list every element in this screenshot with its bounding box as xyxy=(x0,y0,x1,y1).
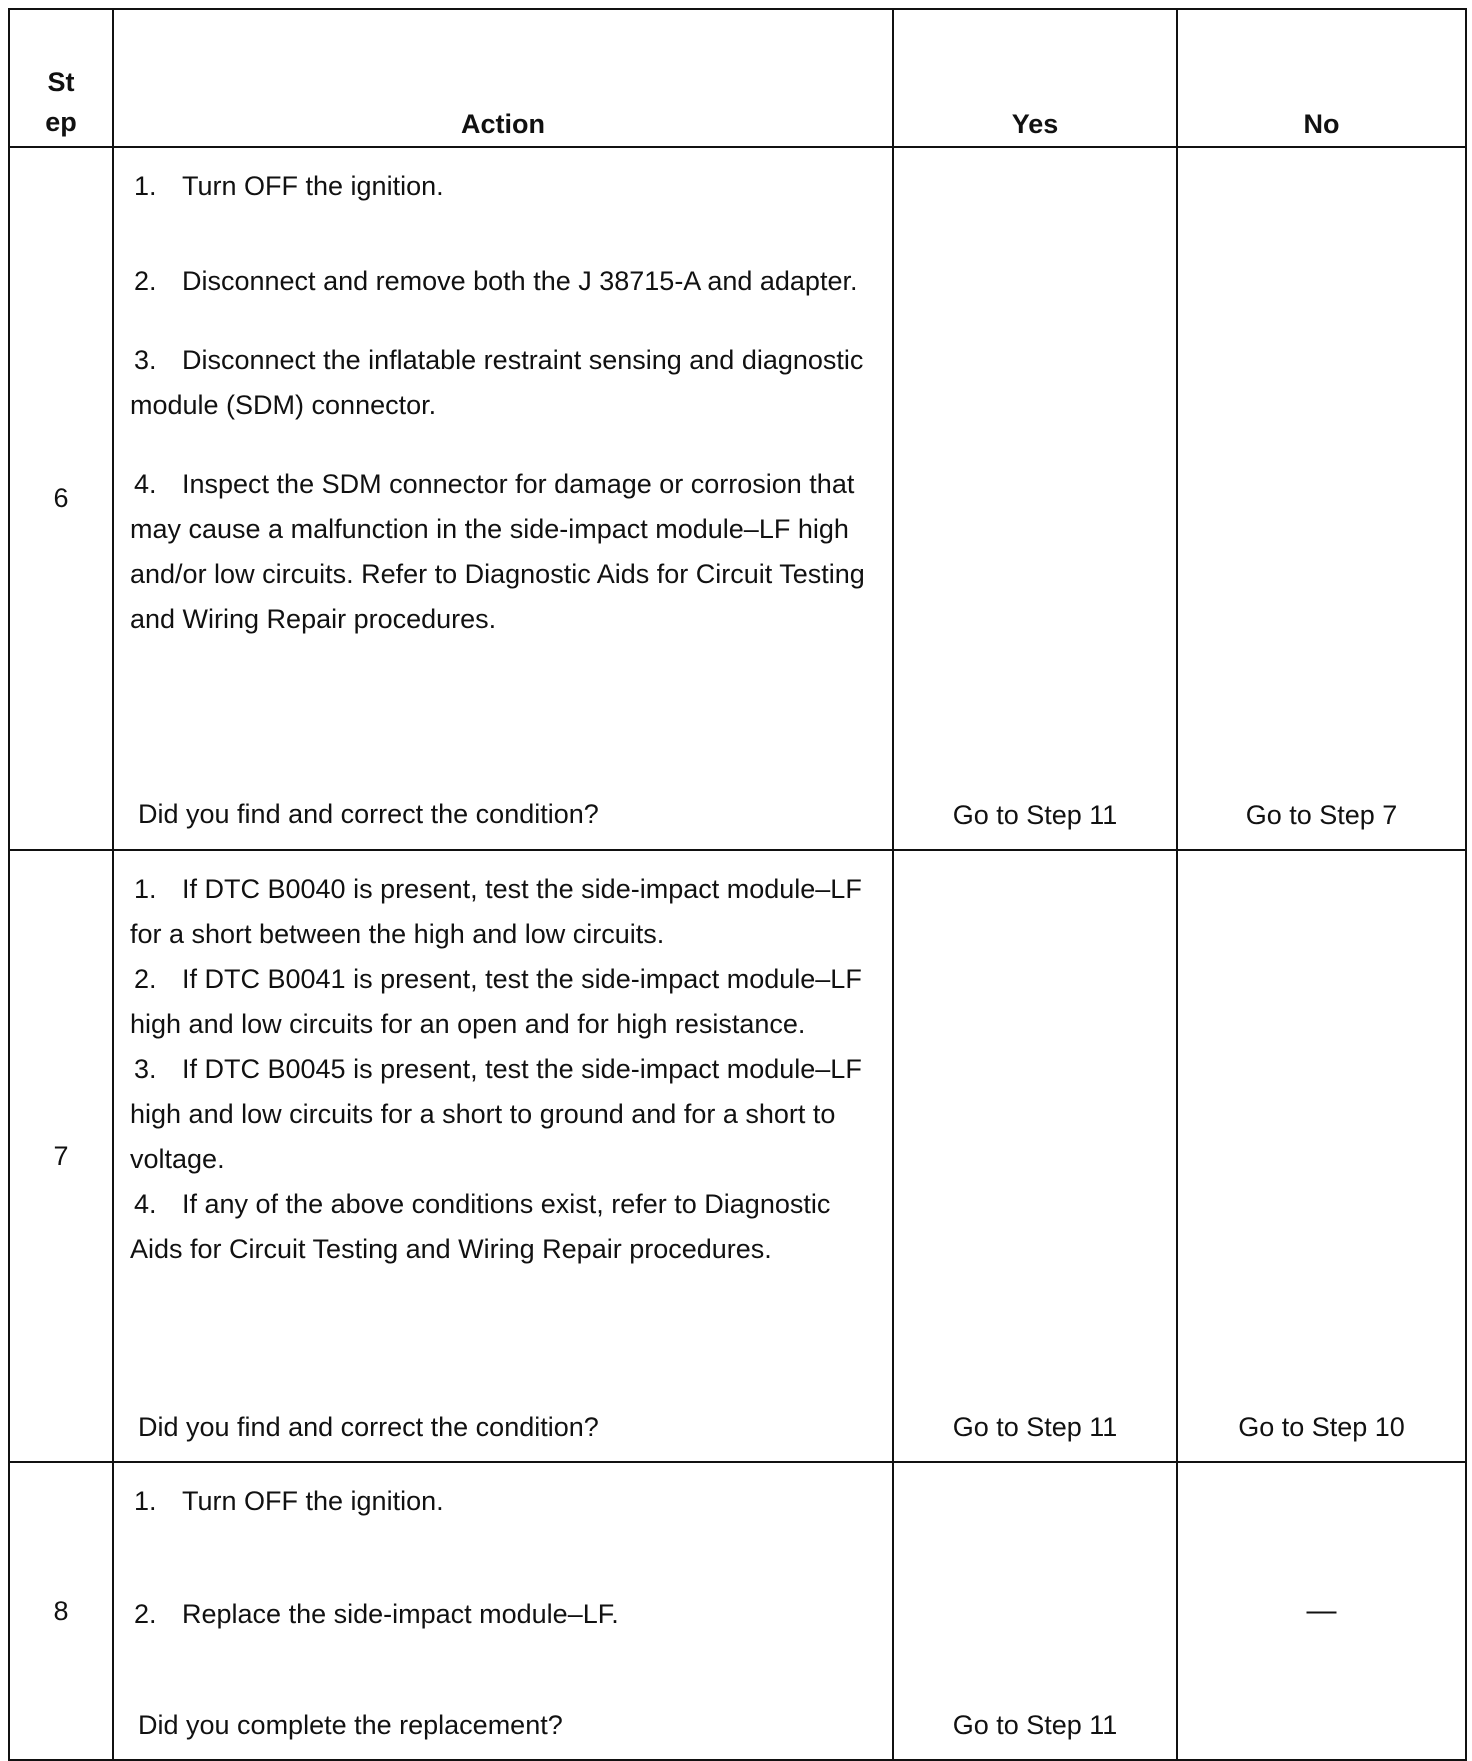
no-cell xyxy=(1177,1462,1466,1760)
action-item-number: 2. xyxy=(134,266,157,296)
action-item-text: Disconnect and remove both the J 38715-A and adapter. xyxy=(182,266,858,296)
action-question: Did you find and correct the condition? xyxy=(138,1412,599,1442)
step-number: 7 xyxy=(9,850,113,1462)
action-item xyxy=(130,259,872,304)
table-row-step-8 xyxy=(9,1462,1466,1760)
action-item-text: If DTC B0041 is present, test the side-impact module–LF high and low circuits for an open and for high resistance. xyxy=(130,964,862,1039)
action-item xyxy=(130,1592,872,1637)
action-item-text: Turn OFF the ignition. xyxy=(182,1486,444,1516)
action-item-text: If any of the above conditions exist, refer to Diagnostic Aids for Circuit Testing and Wiring Repair procedures. xyxy=(130,1189,831,1264)
action-item-number: 4. xyxy=(134,469,157,499)
header-action: Action xyxy=(113,9,893,147)
header-yes: Yes xyxy=(893,9,1177,147)
yes-cell: Go to Step 11 xyxy=(893,1462,1177,1760)
action-item-text: Inspect the SDM connector for damage or corrosion that may cause a malfunction in the side-impact module–LF high and/or low circuits. Refer to Diagnostic Aids for Circuit Testing and Wiring Repair procedures. xyxy=(130,469,865,634)
action-item xyxy=(130,957,872,1047)
yes-cell: Go to Step 11 xyxy=(893,147,1177,850)
action-item-number: 2. xyxy=(134,1599,157,1629)
action-item-text: Disconnect the inflatable restraint sensing and diagnostic module (SDM) connector. xyxy=(130,345,864,420)
action-item xyxy=(130,1479,872,1524)
header-step-line1: St xyxy=(47,67,75,97)
step-number: 8 xyxy=(9,1462,113,1760)
action-item-number: 1. xyxy=(134,874,157,904)
action-question: Did you complete the replacement? xyxy=(138,1710,563,1740)
table-header-row xyxy=(9,9,1466,147)
action-item-number: 1. xyxy=(134,171,157,201)
header-step xyxy=(9,9,113,147)
action-item-number: 3. xyxy=(134,345,157,375)
action-item xyxy=(130,338,872,428)
no-cell-dash: — xyxy=(1306,1594,1337,1627)
yes-cell: Go to Step 11 xyxy=(893,850,1177,1462)
action-item xyxy=(130,164,872,209)
action-item xyxy=(130,1182,872,1272)
action-item-text: Replace the side-impact module–LF. xyxy=(182,1599,619,1629)
header-no: No xyxy=(1177,9,1466,147)
table-row-step-6 xyxy=(9,147,1466,850)
action-item xyxy=(130,867,872,957)
diagnostic-table xyxy=(8,8,1467,1761)
action-item-text: If DTC B0045 is present, test the side-impact module–LF high and low circuits for a short to ground and for a short to voltage. xyxy=(130,1054,862,1174)
action-cell xyxy=(113,1462,893,1760)
action-item-text: If DTC B0040 is present, test the side-impact module–LF for a short between the high and low circuits. xyxy=(130,874,862,949)
no-cell: Go to Step 7 xyxy=(1177,147,1466,850)
no-cell: Go to Step 10 xyxy=(1177,850,1466,1462)
action-question: Did you find and correct the condition? xyxy=(138,799,599,829)
action-cell xyxy=(113,850,893,1462)
header-step-line2: ep xyxy=(45,107,77,137)
action-item-number: 3. xyxy=(134,1054,157,1084)
action-item-number: 2. xyxy=(134,964,157,994)
action-cell xyxy=(113,147,893,850)
action-item-number: 4. xyxy=(134,1189,157,1219)
table-row-step-7 xyxy=(9,850,1466,1462)
action-item-text: Turn OFF the ignition. xyxy=(182,171,444,201)
action-item-number: 1. xyxy=(134,1486,157,1516)
action-item xyxy=(130,1047,872,1182)
action-item xyxy=(130,462,872,642)
step-number: 6 xyxy=(9,147,113,850)
